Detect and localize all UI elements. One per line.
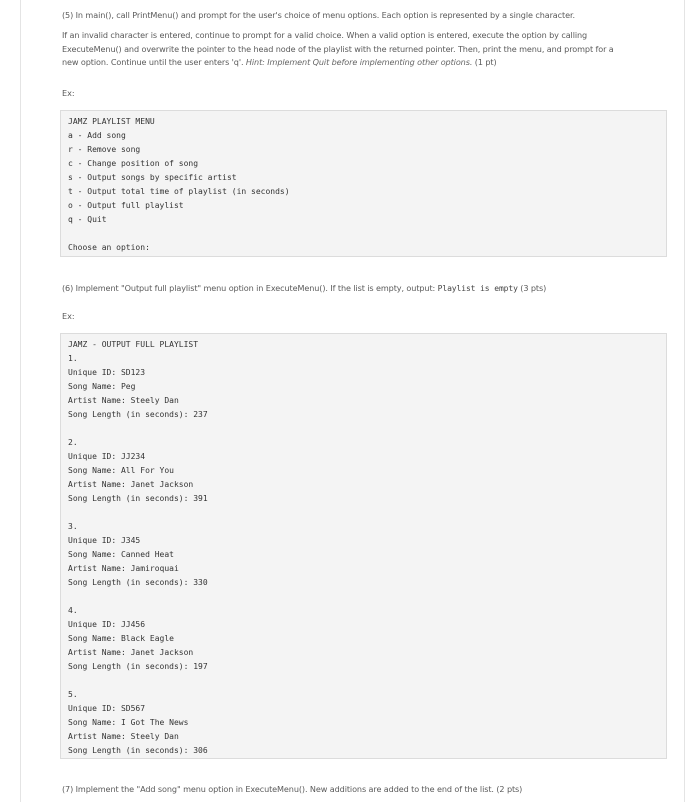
song-id: Unique ID: JJ234: [68, 452, 146, 461]
song-length: Song Length (in seconds): 237: [68, 410, 208, 419]
song-length: Song Length (in seconds): 330: [68, 578, 208, 587]
output-title: JAMZ - OUTPUT FULL PLAYLIST: [68, 340, 199, 349]
song-number: 4.: [68, 606, 78, 615]
song-id: Unique ID: J345: [68, 536, 141, 545]
song-name: Song Name: All For You: [68, 466, 174, 475]
song-number: 2.: [68, 438, 78, 447]
song-artist: Artist Name: Janet Jackson: [68, 480, 194, 489]
song-artist: Artist Name: Jamiroquai: [68, 564, 179, 573]
section5-points: (1 pt): [472, 57, 497, 68]
section6-points: (3 pts): [517, 283, 547, 293]
song-number: 5.: [68, 690, 78, 699]
code-blank-line: [68, 590, 659, 604]
song-number: 3.: [68, 522, 78, 531]
menu-item-remove: r - Remove song: [68, 145, 141, 154]
song-name: Song Name: Black Eagle: [68, 634, 174, 643]
menu-title: JAMZ PLAYLIST MENU: [68, 117, 155, 126]
section5-heading: (5) In main(), call PrintMenu() and prompt for the user's choice of menu options. Each option is represented by a single character.: [62, 10, 575, 20]
menu-item-full: o - Output full playlist: [68, 201, 184, 210]
song-name: Song Name: Peg: [68, 382, 136, 391]
section5-hint: Hint: Implement Quit before implementing other options.: [245, 57, 473, 68]
section6-heading: [62, 282, 667, 296]
song-number: 1.: [68, 354, 78, 363]
song-artist: Artist Name: Janet Jackson: [68, 648, 194, 657]
menu-example-box: [60, 110, 667, 257]
section5-ex-label: Ex:: [62, 88, 75, 98]
section5-body-line2: ExecuteMenu() and overwrite the pointer to the head node of the playlist with the returned pointer. Then, print the menu, and prompt for a: [62, 43, 614, 54]
song-id: Unique ID: SD123: [68, 368, 146, 377]
menu-item-quit: q - Quit: [68, 215, 107, 224]
song-length: Song Length (in seconds): 306: [68, 746, 208, 755]
code-blank-line: [68, 674, 659, 688]
menu-item-total: t - Output total time of playlist (in seconds): [68, 187, 290, 196]
song-artist: Artist Name: Steely Dan: [68, 396, 179, 405]
section6-ex-label: Ex:: [62, 311, 75, 321]
song-name: Song Name: I Got The News: [68, 718, 189, 727]
menu-item-add: a - Add song: [68, 131, 126, 140]
code-blank-line: [68, 422, 659, 436]
section5-body-line1: If an invalid character is entered, continue to prompt for a valid choice. When a valid option is entered, execute the option by calling: [62, 30, 588, 40]
song-id: Unique ID: JJ456: [68, 620, 146, 629]
section7-heading: (7) Implement the "Add song" menu option in ExecuteMenu(). New additions are added to the end of the list. (2 pts): [62, 784, 523, 794]
menu-item-change: c - Change position of song: [68, 159, 199, 168]
song-name: Song Name: Canned Heat: [68, 550, 174, 559]
menu-prompt: Choose an option:: [68, 243, 150, 252]
menu-item-artist: s - Output songs by specific artist: [68, 173, 237, 182]
section6-empty-code: Playlist is empty: [437, 284, 518, 293]
section5-body: [62, 29, 667, 70]
code-blank-line: [68, 506, 659, 520]
song-id: Unique ID: SD567: [68, 704, 146, 713]
section5-body-line3: new option. Continue until the user enters 'q'.: [62, 57, 246, 68]
code-blank-line: [68, 227, 659, 241]
song-artist: Artist Name: Steely Dan: [68, 732, 179, 741]
song-length: Song Length (in seconds): 197: [68, 662, 208, 671]
section6-text: (6) Implement "Output full playlist" menu option in ExecuteMenu(). If the list is empty, output:: [62, 283, 438, 293]
song-length: Song Length (in seconds): 391: [68, 494, 208, 503]
playlist-example-box: [60, 333, 667, 759]
